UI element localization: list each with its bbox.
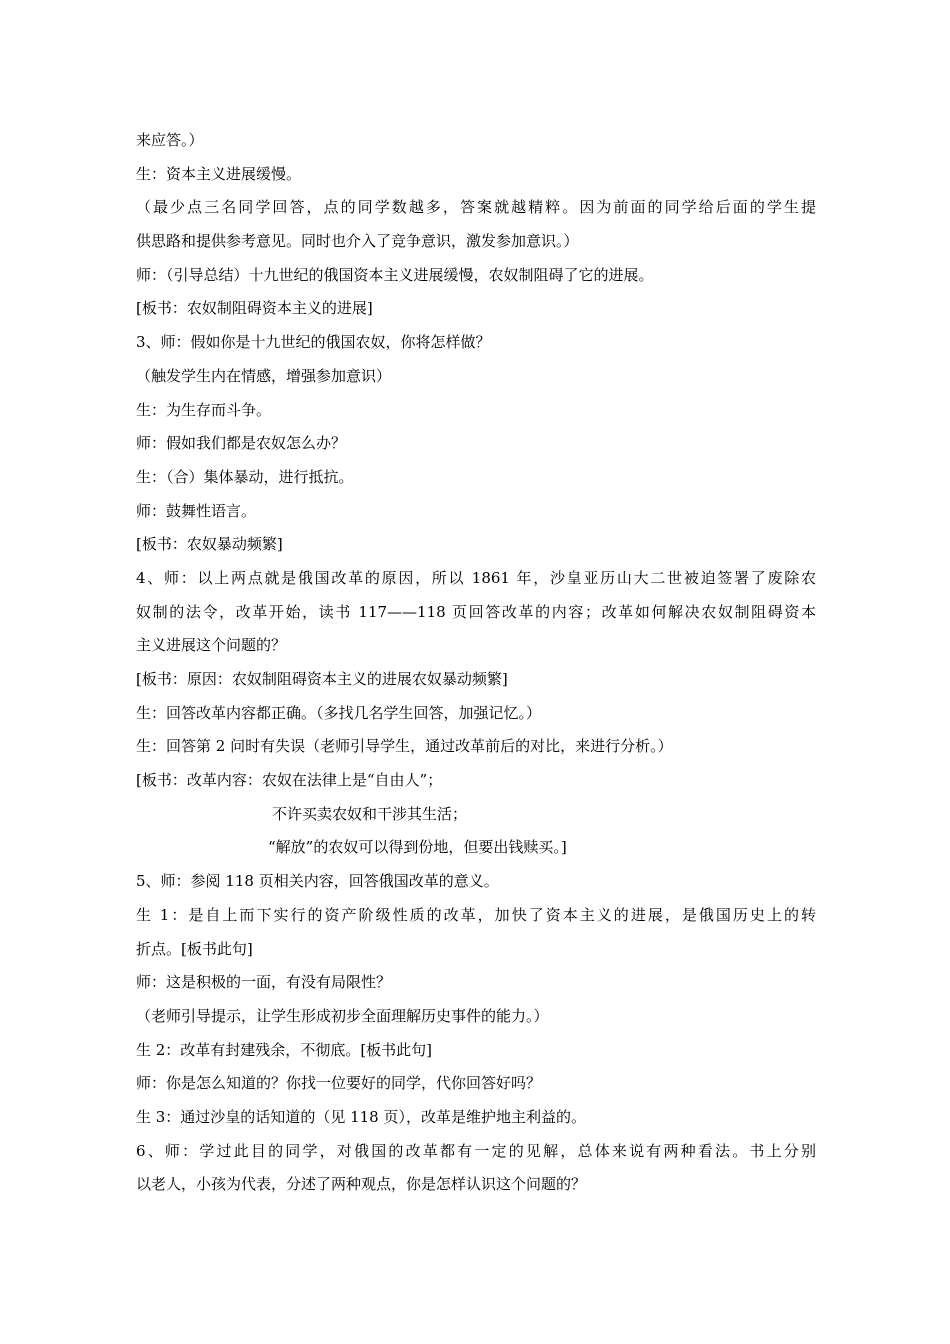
text-line-7: 3、师：假如你是十九世纪的俄国农奴，你将怎样做？ xyxy=(136,333,491,352)
text-line-6: [板书：农奴制阻碍资本主义的进展] xyxy=(136,299,373,318)
text-line-15: 奴制的法令，改革开始，读书 117——118 页回答改革的内容；改革如何解决农奴制阻碍资本 xyxy=(136,602,816,621)
text-line-1: 来应答。） xyxy=(136,131,204,149)
text-line-13: [板书：农奴暴动频繁] xyxy=(136,535,283,554)
text-line-9: 生：为生存而斗争。 xyxy=(136,400,272,419)
text-line-5: 师：（引导总结）十九世纪的俄国资本主义进展缓慢，农奴制阻碍了它的进展。 xyxy=(136,265,654,284)
text-line-24: 生 1：是自上而下实行的资产阶级性质的改革，加快了资本主义的进展，是俄国历史上的转 xyxy=(136,905,816,924)
document-body xyxy=(136,124,816,1202)
text-line-2: 生：资本主义进展缓慢。 xyxy=(136,164,302,183)
text-line-20: [板书：改革内容：农奴在法律上是“自由人”； xyxy=(136,771,443,790)
text-line-29: 师：你是怎么知道的？你找一位要好的同学，代你回答好吗？ xyxy=(136,1074,542,1093)
text-line-18: 生：回答改革内容都正确。（多找几名学生回答，加强记忆。） xyxy=(136,703,542,722)
text-line-22: “解放”的农奴可以得到份地，但要出钱赎买。] xyxy=(268,838,567,857)
text-line-31: 6、师：学过此目的同学，对俄国的改革都有一定的见解，总体来说有两种看法。书上分别 xyxy=(136,1141,816,1160)
text-line-12: 师：鼓舞性语言。 xyxy=(136,501,257,520)
text-line-8: （触发学生内在情感，增强参加意识） xyxy=(136,366,392,385)
text-line-3: （最少点三名同学回答，点的同学数越多，答案就越精粹。因为前面的同学给后面的学生提 xyxy=(136,198,816,217)
text-line-32: 以老人，小孩为代表，分述了两种观点，你是怎样认识这个问题的？ xyxy=(136,1175,587,1194)
text-line-21: 不许买卖农奴和干涉其生活； xyxy=(272,804,468,823)
text-line-17: [板书：原因：农奴制阻碍资本主义的进展农奴暴动频繁] xyxy=(136,670,508,688)
text-line-19: 生：回答第 2 问时有失误（老师引导学生，通过改革前后的对比，来进行分析。） xyxy=(136,737,673,756)
text-line-26: 师：这是积极的一面，有没有局限性？ xyxy=(136,973,392,992)
text-line-28: 生 2：改革有封建残余，不彻底。[板书此句] xyxy=(136,1040,433,1059)
text-line-14: 4、师：以上两点就是俄国改革的原因，所以 1861 年，沙皇亚历山大二世被迫签署了废除农 xyxy=(136,568,816,587)
text-line-25: 折点。[板书此句] xyxy=(136,939,253,958)
text-line-10: 师：假如我们都是农奴怎么办？ xyxy=(136,434,347,453)
text-line-4: 供思路和提供参考意见。同时也介入了竞争意识，激发参加意识。） xyxy=(136,232,579,251)
text-line-23: 5、师：参阅 118 页相关内容，回答俄国改革的意义。 xyxy=(136,872,499,891)
text-line-11: 生：（合）集体暴动，进行抵抗。 xyxy=(136,467,354,486)
text-line-27: （老师引导提示，让学生形成初步全面理解历史事件的能力。） xyxy=(136,1006,549,1025)
text-line-16: 主义进展这个问题的？ xyxy=(136,636,287,655)
text-line-30: 生 3：通过沙皇的话知道的（见 118 页），改革是维护地主利益的。 xyxy=(136,1107,586,1126)
